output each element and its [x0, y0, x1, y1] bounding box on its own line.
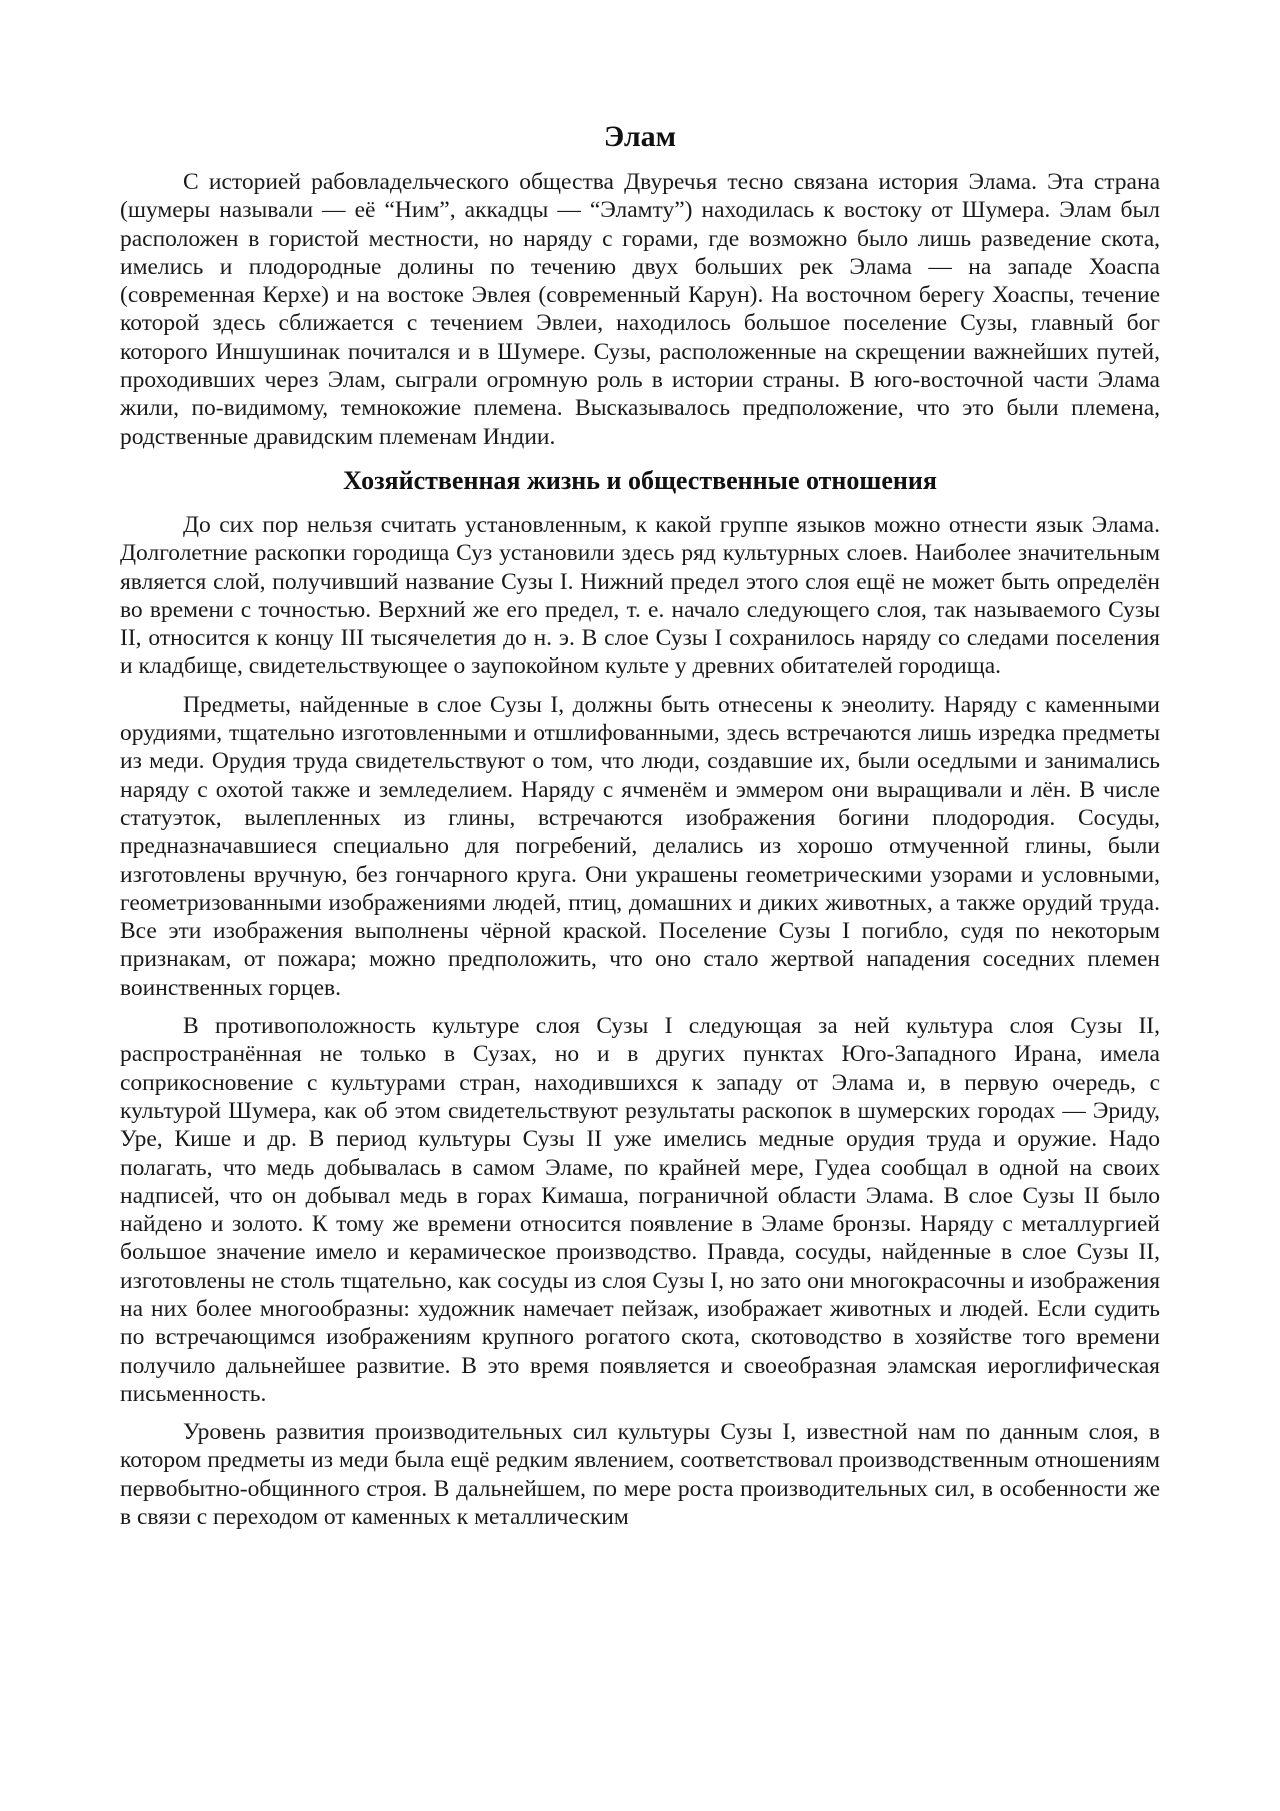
- section-paragraph-1: До сих пор нельзя считать установленным, к какой группе языков можно отнести язык Элама. Долголетние раскопки городища Суз установили здесь ряд культурных слоев. Наиболее значительным является слой, получивший название Сузы I. Нижний предел этого слоя ещё не может быть определён во времени с точностью. Верхний же его предел, т. е. начало следующего слоя, так называемого Сузы II, относится к концу III тысячелетия до н. э. В слое Сузы I сохранилось наряду со следами поселения и кладбище, свидетельствующее о заупокойном культе у древних обитателей городища.: [120, 511, 1160, 680]
- page-title: Элам: [603, 120, 677, 153]
- intro-paragraph: С историей рабовладельческого общества Двуречья тесно связана история Элама. Эта страна (шумеры называли — её “Ним”, аккадцы — “Эламту”) находилась к востоку от Шумера. Элам был расположен в гористой местности, но наряду с горами, где возможно было лишь разведение скота, имелись и плодородные долины по течению двух больших рек Элама — на западе Хоаспа (современная Керхе) и на востоке Эвлея (современный Карун). На восточном берегу Хоаспы, течение которой здесь сближается с течением Эвлеи, находилось большое поселение Сузы, главный бог которого Иншушинак почитался и в Шумере. Сузы, расположенные на скрещении важнейших путей, проходивших через Элам, сыграли огромную роль в истории страны. В юго-восточной части Элама жили, по-видимому, темнокожие племена. Высказывалось предположение, что это были племена, родственные дравидским племенам Индии.: [120, 169, 1160, 450]
- section-paragraph-3: В противоположность культуре слоя Сузы I следующая за ней культура слоя Сузы II, распространённая не только в Сузах, но и в других пунктах Юго-Западного Ирана, имела соприкосновение с культурами стран, находившихся к западу от Элама и, в первую очередь, с культурой Шумера, как об этом свидетельствуют результаты раскопок в шумерских городах — Эриду, Уре, Кише и др. В период культуры Сузы II уже имелись медные орудия труда и оружие. Надо полагать, что медь добывалась в самом Эламе, по крайней мере, Гудеа сообщал в одной на своих надписей, что он добывал медь в горах Кимаша, пограничной области Элама. В слое Сузы II было найдено и золото. К тому же времени относится появление в Эламе бронзы. Наряду с металлургией большое значение имело и керамическое производство. Правда, сосуды, найденные в слое Сузы II, изготовлены не столь тщательно, как сосуды из слоя Сузы I, но зато они многокрасочны и изображения на них более многообразны: художник намечает пейзаж, изображает животных и людей. Если судить по встречающимся изображениям крупного рогатого скота, скотоводство в хозяйстве того времени получило дальнейшее развитие. В это время появляется и своеобразная эламская иероглифическая письменность.: [120, 1013, 1160, 1407]
- section-paragraph-2: Предметы, найденные в слое Сузы I, должны быть отнесены к энеолиту. Наряду с каменными орудиями, тщательно изготовленными и отшлифованными, здесь встречаются лишь изредка предметы из меди. Орудия труда свидетельствуют о том, что люди, создавшие их, были оседлыми и занимались наряду с охотой также и земледелием. Наряду с ячменём и эммером они выращивали и лён. В числе статуэток, вылепленных из глины, встречаются изображения богини плодородия. Сосуды, предназначавшиеся специально для погребений, делались из хорошо отмученной глины, были изготовлены вручную, без гончарного круга. Они украшены геометрическими узорами и условными, геометризованными изображениями людей, птиц, домашних и диких животных, а также орудий труда. Все эти изображения выполнены чёрной краской. Поселение Сузы I погибло, судя по некоторым признакам, от пожара; можно предположить, что оно стало жертвой нападения соседних племен воинственных горцев.: [120, 691, 1160, 1001]
- section-paragraph-4: Уровень развития производительных сил культуры Сузы I, известной нам по данным слоя, в котором предметы из меди была ещё редким явлением, соответствовал производственным отношениям первобытно-общинного строя. В дальнейшем, по мере роста производительных сил, в особенности же в связи с переходом от каменных к металлическим: [120, 1419, 1160, 1531]
- section-heading: Хозяйственная жизнь и общественные отношения: [343, 465, 937, 495]
- document-body: [120, 118, 1160, 1541]
